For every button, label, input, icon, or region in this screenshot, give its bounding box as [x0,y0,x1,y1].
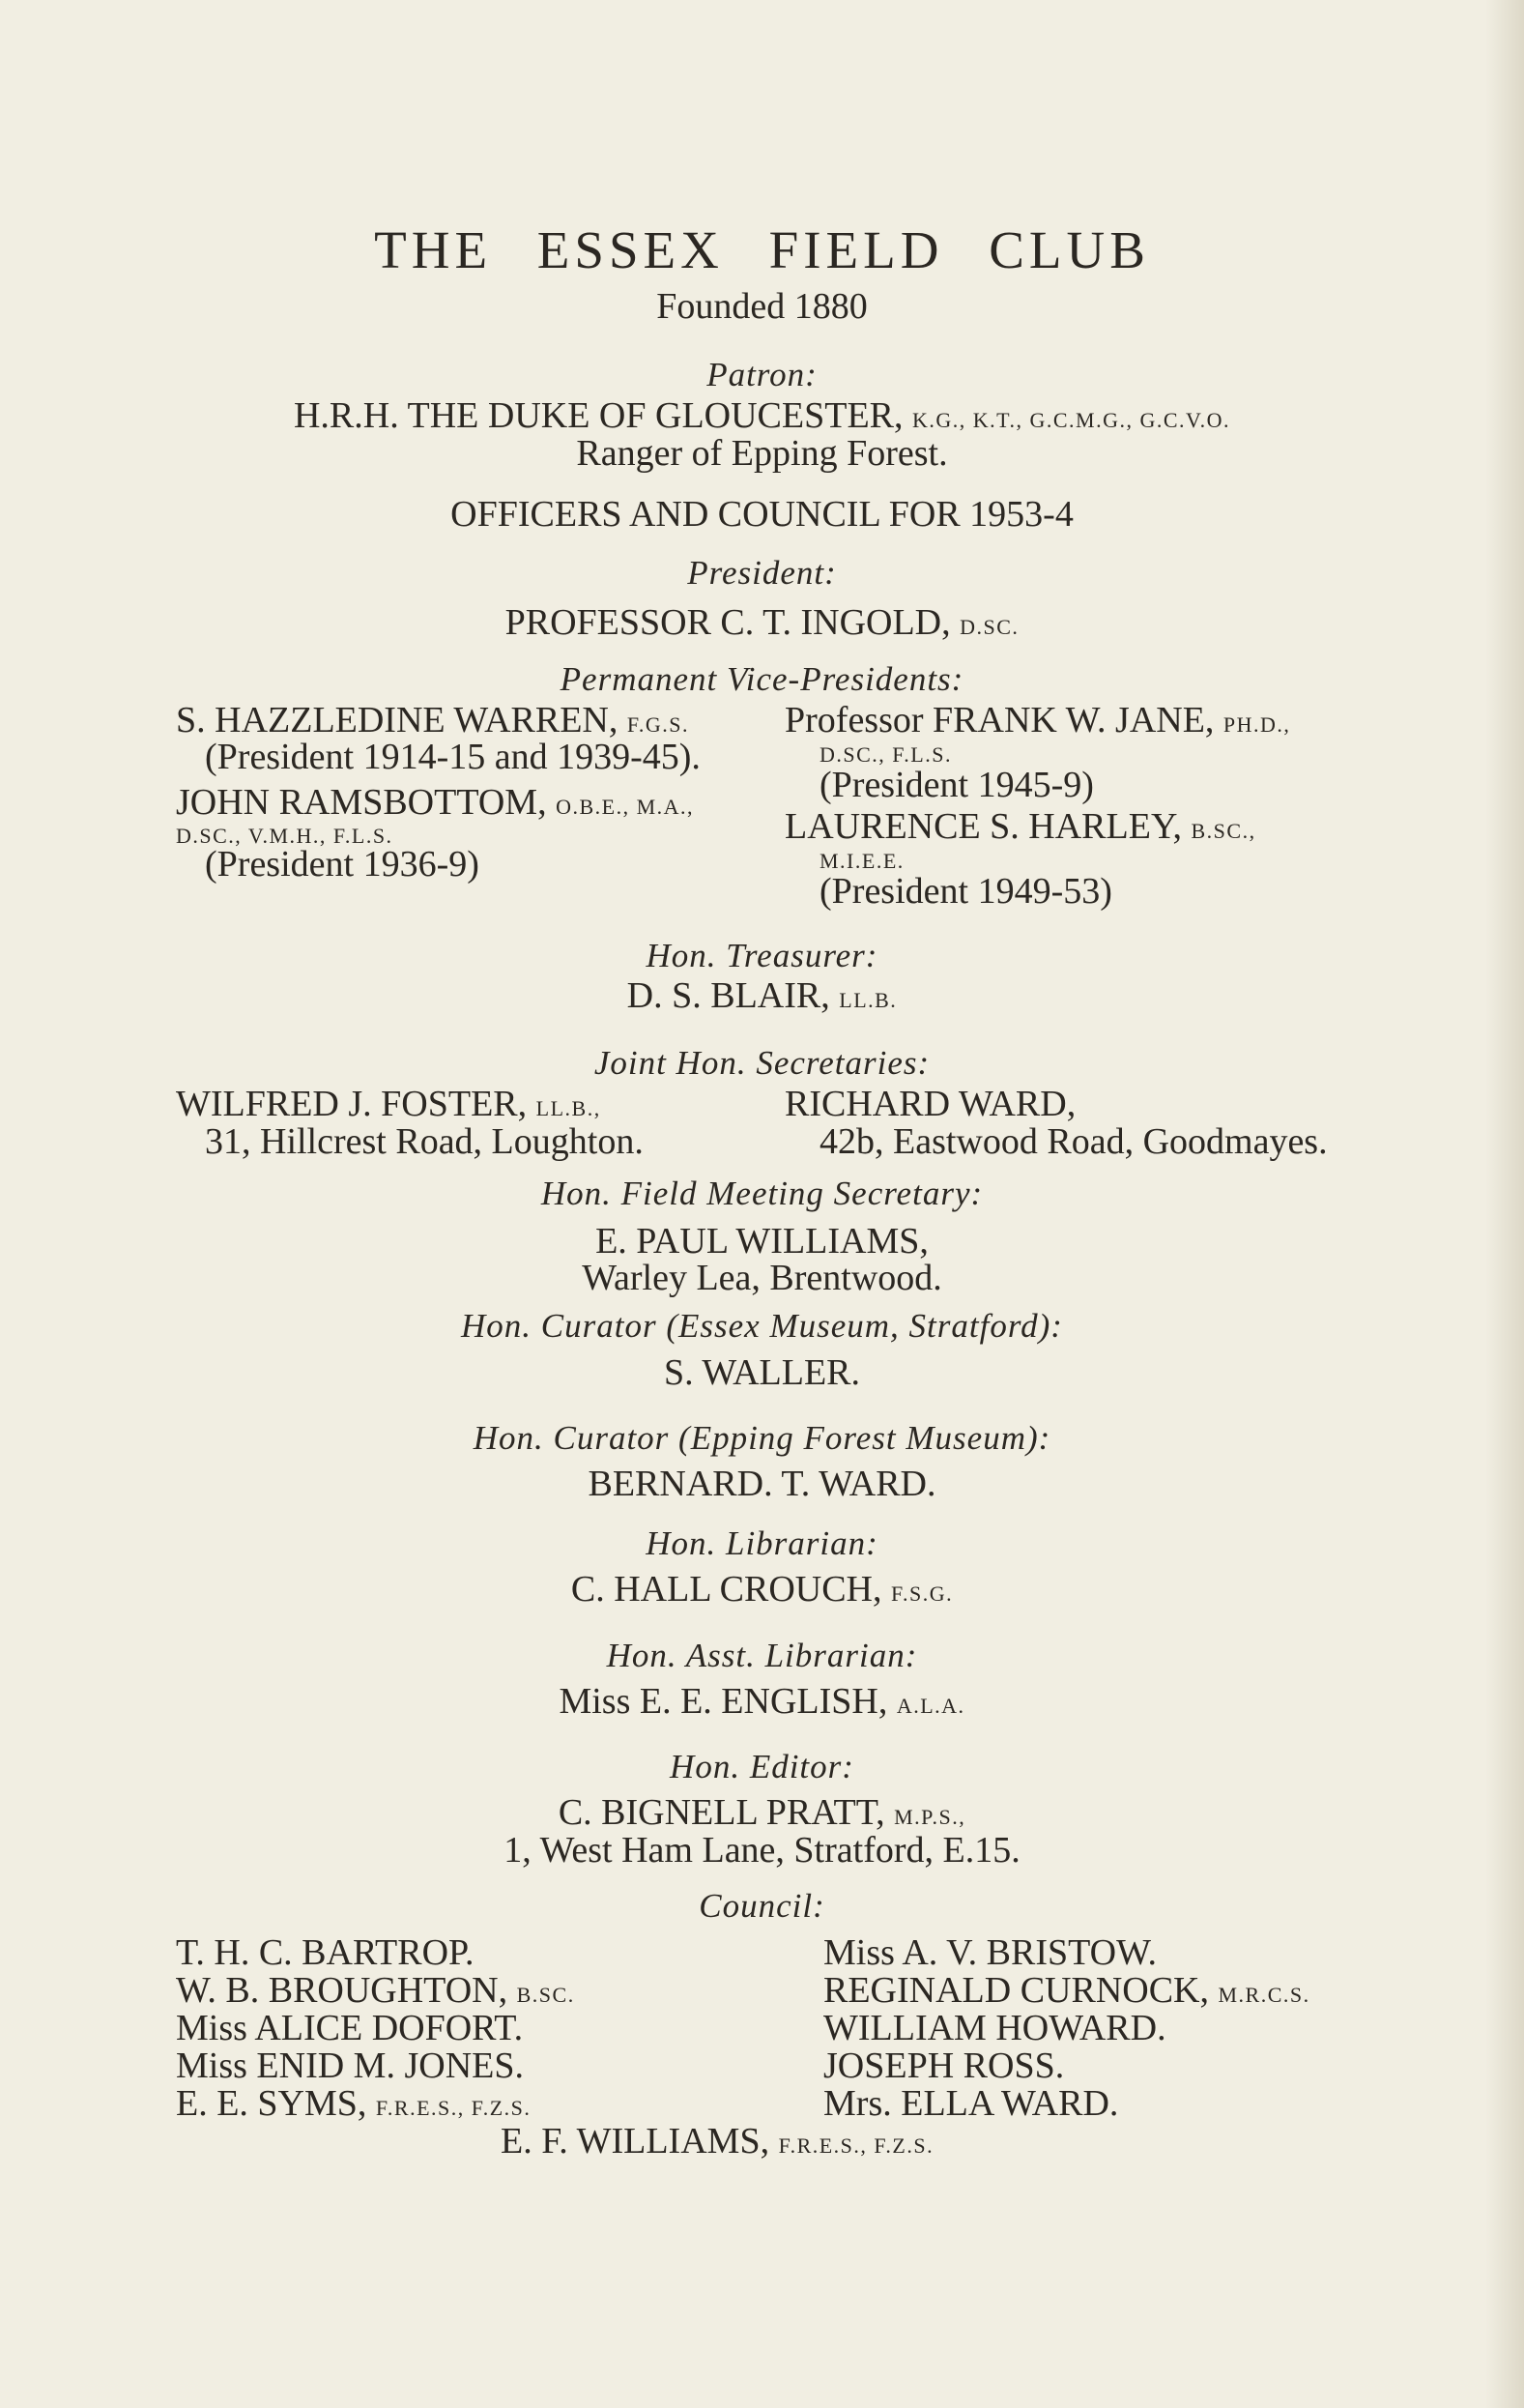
field-meeting-name: E. PAUL WILLIAMS, [595,1221,929,1262]
editor-line [0,1791,1524,1834]
patron-office: Ranger of Epping Forest. [576,433,948,474]
council-left-0 [176,1931,474,1974]
patron-name: H.R.H. THE DUKE OF GLOUCESTER, [293,395,904,436]
council-left-1-quals: B.SC. [516,1983,575,2007]
curator-epping-name: BERNARD. T. WARD. [588,1464,936,1504]
secretary-left-name: WILFRED J. FOSTER, [176,1084,528,1124]
vp-right-1-quals: B.SC., [1191,819,1256,843]
editor-name: C. BIGNELL PRATT, [558,1792,885,1833]
treasurer-line [0,974,1524,1017]
vp-left-1-quals: O.B.E., M.A., [556,795,695,819]
curator-stratford-heading-paren: (Essex Museum, Stratford): [666,1307,1063,1345]
vp-right-0-line [785,699,1290,741]
treasurer-quals: LL.B. [839,988,898,1012]
council-left-2 [176,2007,523,2049]
vp-right-1-note: (President 1949-53) [820,871,1112,912]
president-heading: President: [687,554,837,592]
editor-heading: Hon. Editor: [670,1748,854,1785]
vp-left-0-name: S. HAZZLEDINE WARREN, [176,700,618,740]
vp-left-1-note: (President 1936-9) [205,844,479,885]
council-left-2-name: Miss ALICE DOFORT. [176,2008,524,2048]
editor-address: 1, West Ham Lane, Stratford, E.15. [503,1830,1021,1871]
council-last-quals: F.R.E.S., F.Z.S. [778,2133,935,2158]
council-right-3-name: JOSEPH ROSS. [823,2045,1065,2086]
council-right-0 [823,1931,1157,1974]
vp-left-1-quals2: D.SC., V.M.H., F.L.S. [176,824,393,848]
council-left-1 [176,1969,575,2012]
patron-heading: Patron: [706,356,818,393]
council-heading: Council: [699,1887,825,1925]
council-left-3 [176,2045,524,2087]
vp-right-1-line [785,805,1256,848]
librarian-name: C. HALL CROUCH, [570,1569,882,1610]
asst-librarian-heading: Hon. Asst. Librarian: [606,1637,918,1674]
council-last-name: E. F. WILLIAMS, [501,2121,770,2161]
asst-librarian-line [0,1680,1524,1723]
founded-line: Founded 1880 [656,286,868,327]
council-right-1-quals: M.R.C.S. [1218,1983,1310,2007]
vp-left-1-line [176,781,694,824]
council-left-4 [176,2082,531,2125]
president-name: PROFESSOR C. T. INGOLD, [504,602,951,643]
patron-name-line [0,394,1524,437]
vp-right-1-name: LAURENCE S. HARLEY, [785,806,1182,847]
vp-right-0-name: Professor FRANK W. JANE, [785,700,1215,740]
president-quals: D.SC. [960,615,1020,639]
council-left-4-quals: F.R.E.S., F.Z.S. [375,2096,532,2120]
council-right-3 [823,2045,1064,2087]
secretary-right-name: RICHARD WARD, [785,1084,1077,1124]
curator-stratford-name: S. WALLER. [663,1352,861,1393]
librarian-line [0,1568,1524,1610]
curator-epping-heading-pre: Hon. Curator [473,1419,670,1457]
council-last [501,2120,934,2162]
president-line [0,601,1524,644]
curator-stratford-heading [0,1307,1524,1346]
editor-quals: M.P.S., [894,1805,966,1829]
vice-presidents-heading: Permanent Vice-Presidents: [560,660,964,698]
secretary-left-quals: LL.B., [535,1096,601,1120]
curator-epping-heading [0,1419,1524,1458]
secretary-left-line [176,1083,601,1125]
vp-right-0-quals: PH.D., [1222,712,1291,737]
club-title: THE ESSEX FIELD CLUB [374,220,1150,279]
council-right-4-name: Mrs. ELLA WARD. [823,2083,1119,2124]
council-left-3-name: Miss ENID M. JONES. [176,2045,524,2086]
council-left-0-name: T. H. C. BARTROP. [176,1932,474,1973]
librarian-quals: F.S.G. [891,1581,954,1606]
council-left-1-name: W. B. BROUGHTON, [176,1970,508,2011]
patron-honours: K.G., K.T., G.C.M.G., G.C.V.O. [912,408,1230,432]
council-right-2-name: WILLIAM HOWARD. [823,2008,1166,2048]
field-meeting-heading: Hon. Field Meeting Secretary: [540,1175,984,1212]
council-right-1-name: REGINALD CURNOCK, [823,1970,1209,2011]
asst-librarian-name: Miss E. E. ENGLISH, [559,1681,888,1722]
council-right-1 [823,1969,1310,2012]
secretaries-heading: Joint Hon. Secretaries: [593,1044,931,1082]
curator-stratford-heading-pre: Hon. Curator [461,1307,657,1345]
council-right-4 [823,2082,1118,2125]
secretary-left-address: 31, Hillcrest Road, Loughton. [205,1121,644,1162]
secretary-right-address: 42b, Eastwood Road, Goodmayes. [820,1121,1328,1162]
vp-left-0-note: (President 1914-15 and 1939-45). [205,737,701,777]
officers-heading: OFFICERS AND COUNCIL FOR 1953-4 [450,494,1074,535]
vp-right-1-quals2: M.I.E.E. [820,849,905,873]
curator-epping-heading-paren: (Epping Forest Museum): [678,1419,1051,1457]
council-right-0-name: Miss A. V. BRISTOW. [823,1932,1157,1973]
field-meeting-address: Warley Lea, Brentwood. [582,1258,942,1298]
council-left-4-name: E. E. SYMS, [176,2083,367,2124]
vp-left-0-quals: F.G.S. [626,712,689,737]
vp-right-0-note: (President 1945-9) [820,765,1094,805]
librarian-heading: Hon. Librarian: [646,1524,878,1562]
asst-librarian-quals: A.L.A. [896,1694,965,1718]
treasurer-heading: Hon. Treasurer: [646,937,878,974]
vp-right-0-quals2: D.SC., F.L.S. [820,742,952,767]
vp-left-1-name: JOHN RAMSBOTTOM, [176,782,547,823]
treasurer-name: D. S. BLAIR, [626,975,830,1016]
council-right-2 [823,2007,1166,2049]
